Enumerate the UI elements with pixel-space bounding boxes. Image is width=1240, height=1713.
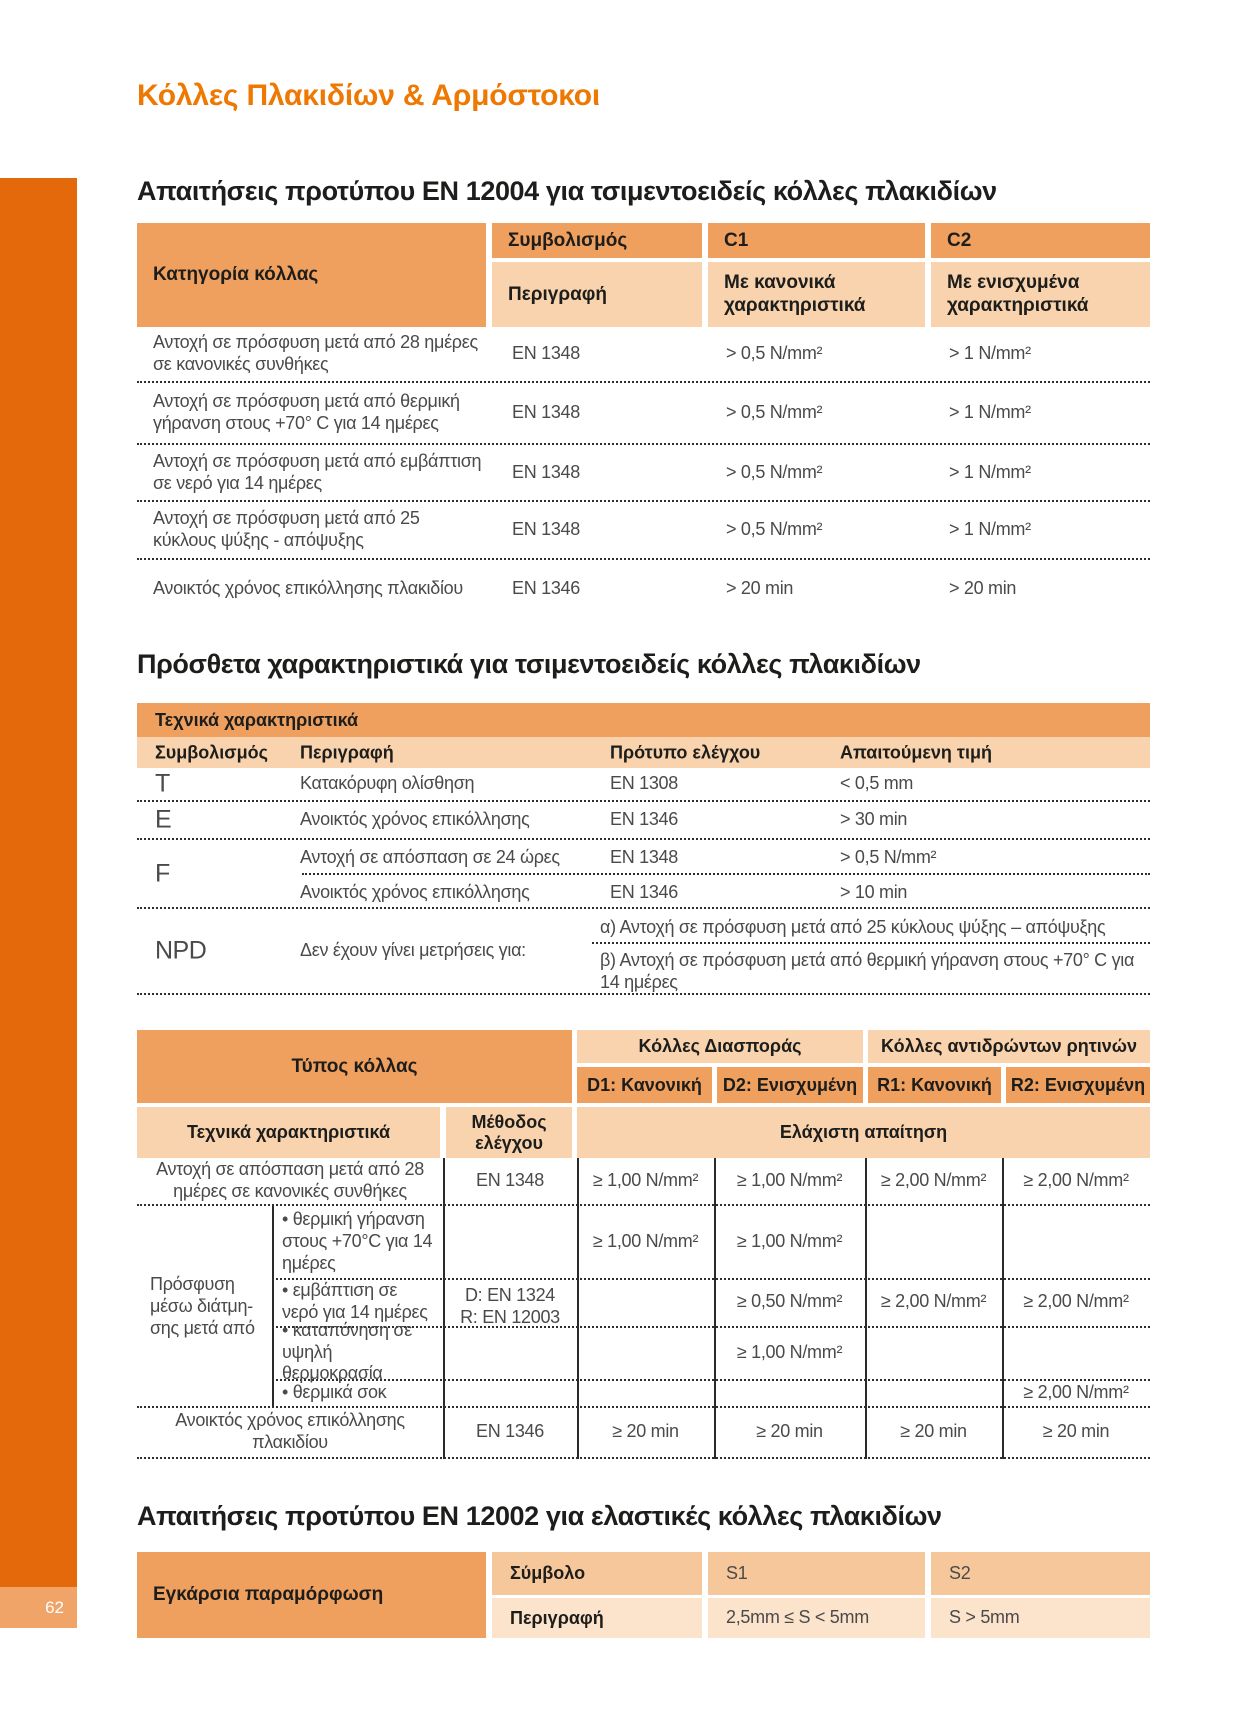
cell-category: Αντοχή σε πρόσφυση μετά από 25 κύκλους ψύξης - απόψυξης xyxy=(153,508,420,550)
cell-s1-code: S1 xyxy=(708,1552,925,1595)
cell-value: > 0,5 N/mm² xyxy=(840,847,937,867)
cell-value: < 0,5 mm xyxy=(840,773,914,794)
cell-d1-value: ≥ 20 min xyxy=(612,1420,679,1441)
en12002-table xyxy=(137,1552,1150,1638)
cell-npd-item-b: β) Αντοχή σε πρόσφυση μετά από θερμική γήρανση στους +70° C για 14 ημέρες xyxy=(600,950,1135,992)
cell-method: EN 1348 xyxy=(476,1170,544,1191)
cell-standard: EN 1348 xyxy=(512,461,580,482)
section1-title: Απαιτήσεις προτύπου EN 12004 για τσιμεντοειδείς κόλλες πλακιδίων xyxy=(137,176,997,206)
table-row xyxy=(137,802,1150,840)
table-title-band: Τεχνικά χαρακτηριστικά xyxy=(137,703,1150,737)
cell-characteristic: Αντοχή σε απόσπαση μετά από 28 ημέρες σε κανονικές συνθήκες xyxy=(156,1159,424,1201)
sub-row-divider xyxy=(592,942,1150,944)
column-header-standard: Πρότυπο ελέγχου xyxy=(610,742,761,762)
table-row xyxy=(137,327,1150,383)
column-header-description: Περιγραφή xyxy=(492,262,702,327)
section2-title: Πρόσθετα χαρακτηριστικά για τσιμεντοειδείς κόλλες πλακιδίων xyxy=(137,649,921,679)
cell-symbol: T xyxy=(155,769,170,798)
cell-r2-value: ≥ 2,00 N/mm² xyxy=(1023,1170,1129,1191)
cell-standard: EN 1346 xyxy=(512,577,580,598)
group-header-dispersion: Κόλλες Διασποράς xyxy=(577,1030,863,1063)
cell-transverse-deformation: Εγκάρσια παραμόρφωση xyxy=(137,1552,486,1638)
cell-standard: EN 1348 xyxy=(512,402,580,423)
cell-r1-value: ≥ 2,00 N/mm² xyxy=(880,1170,987,1191)
column-header-symbol: Συμβολισμός xyxy=(492,223,702,258)
cell-c1-value: > 0,5 N/mm² xyxy=(726,461,823,482)
cell-description: Ανοικτός χρόνος επικόλλησης xyxy=(300,809,530,830)
group-header-reaction-resin: Κόλλες αντιδρώντων ρητινών xyxy=(868,1030,1150,1063)
cell-method: EN 1346 xyxy=(476,1420,544,1441)
table-row-f xyxy=(137,840,1150,909)
cell-description: Κατακόρυφη ολίσθηση xyxy=(300,773,475,794)
column-header-d2: D2: Ενισχυμένη xyxy=(717,1067,863,1103)
cell-d2-value: ≥ 20 min xyxy=(756,1420,823,1441)
cell-category: Αντοχή σε πρόσφυση μετά από εμβάπτιση σε νερό για 14 ημέρες xyxy=(153,450,482,493)
cell-d2-value: ≥ 0,50 N/mm² xyxy=(736,1291,843,1312)
column-header-required-value: Απαιτούμενη τιμή xyxy=(840,742,992,762)
row-divider xyxy=(137,1457,1150,1459)
column-header-c2-desc: Με ενισχυμένα χαρακτηριστικά xyxy=(931,262,1150,327)
column-header-d1: D1: Κανονική xyxy=(577,1067,712,1103)
cell-sub-characteristic: • θερμική γήρανση στους +70°C για 14 ημέρες xyxy=(282,1209,433,1273)
column-header-band xyxy=(137,737,1150,768)
cell-standard: EN 1346 xyxy=(610,882,678,902)
cell-symbol: E xyxy=(155,805,172,834)
dispersion-reaction-table-body xyxy=(137,1158,1150,1459)
cell-r2-value: ≥ 2,00 N/mm² xyxy=(1023,1291,1129,1312)
sidebar-accent-bar xyxy=(0,178,77,1587)
cell-standard: EN 1348 xyxy=(512,343,580,364)
cell-r1-value: ≥ 2,00 N/mm² xyxy=(880,1291,987,1312)
cell-sub-characteristic: • εμβάπτιση σε νερό για 14 ημέρες xyxy=(282,1280,428,1322)
cell-d1-value: ≥ 1,00 N/mm² xyxy=(592,1170,699,1191)
cell-c2-value: > 20 min xyxy=(949,577,1017,598)
page-number-block xyxy=(0,1587,77,1628)
cell-d2-value: ≥ 1,00 N/mm² xyxy=(736,1231,843,1252)
cell-c1-value: > 20 min xyxy=(726,577,794,598)
column-header-r2: R2: Ενισχυμένη xyxy=(1006,1067,1150,1103)
cell-description: Ανοικτός χρόνος επικόλλησης xyxy=(300,882,530,902)
cell-symbol: NPD xyxy=(155,936,207,965)
table-row xyxy=(137,383,1150,445)
cell-sub-characteristic: • θερμικά σοκ xyxy=(282,1381,387,1402)
page-title: Κόλλες Πλακιδίων & Αρμόστοκοι xyxy=(137,79,601,112)
cell-s2-description: S > 5mm xyxy=(931,1598,1150,1638)
method-r: R: EN 12003 xyxy=(460,1307,560,1327)
cell-c2-value: > 1 N/mm² xyxy=(949,461,1031,482)
en12004-table-body xyxy=(137,327,1150,617)
cell-c2-value: > 1 N/mm² xyxy=(949,402,1031,423)
cell-value: > 10 min xyxy=(840,882,908,902)
column-header-c2: C2 xyxy=(931,223,1150,258)
cell-method-group xyxy=(443,1206,577,1408)
cell-standard: EN 1346 xyxy=(610,809,678,830)
column-header-c1-desc: Με κανονικά χαρακτηριστικά xyxy=(708,262,925,327)
grid-line xyxy=(272,1206,274,1408)
cell-description: Αντοχή σε απόσπαση σε 24 ώρες xyxy=(300,847,560,867)
cell-value: > 30 min xyxy=(840,809,908,830)
cell-r2-value: ≥ 20 min xyxy=(1042,1420,1110,1441)
table-row-npd xyxy=(137,909,1150,995)
cell-symbol: F xyxy=(155,859,170,887)
additional-characteristics-table xyxy=(137,703,1150,995)
en12004-table-header xyxy=(137,223,1150,327)
table-row xyxy=(137,502,1150,560)
cell-sub-characteristic: • καταπόνηση σε υψηλή θερμοκρασία xyxy=(282,1319,412,1384)
section3-title: Απαιτήσεις προτύπου EN 12002 για ελαστικές κόλλες πλακιδίων xyxy=(137,1501,942,1531)
cell-c1-value: > 0,5 N/mm² xyxy=(726,402,823,423)
column-header-c1: C1 xyxy=(708,223,925,258)
page-number: 62 xyxy=(45,1597,64,1617)
cell-r2-value: ≥ 2,00 N/mm² xyxy=(1023,1381,1129,1402)
dispersion-reaction-table-header xyxy=(137,1030,1150,1158)
table-row xyxy=(137,768,1150,802)
cell-group-label: Πρόσφυση μέσω διάτμη-σης μετά από xyxy=(150,1274,255,1338)
table-row xyxy=(137,560,1150,617)
cell-d1-value: ≥ 1,00 N/mm² xyxy=(592,1231,699,1252)
cell-description: Δεν έχουν γίνει μετρήσεις για: xyxy=(300,940,526,961)
cell-npd-item-a: α) Αντοχή σε πρόσφυση μετά από 25 κύκλους ψύξης – απόψυξης xyxy=(600,917,1106,937)
cell-description-label: Περιγραφή xyxy=(492,1598,702,1638)
cell-category: Αντοχή σε πρόσφυση μετά από 28 ημέρες σε κανονικές συνθήκες xyxy=(153,332,478,374)
column-header-r1: R1: Κανονική xyxy=(868,1067,1001,1103)
column-header-category: Κατηγορία κόλλας xyxy=(137,223,486,327)
cell-standard: EN 1348 xyxy=(610,847,678,867)
column-header-technical: Τεχνικά χαρακτηριστικά xyxy=(137,1107,440,1158)
column-header-min-requirement: Ελάχιστη απαίτηση xyxy=(577,1107,1150,1158)
cell-standard: EN 1308 xyxy=(610,773,678,794)
cell-standard: EN 1348 xyxy=(512,519,580,540)
column-header-symbol: Συμβολισμός xyxy=(155,742,268,762)
cell-r1-value: ≥ 20 min xyxy=(900,1420,967,1441)
column-header-glue-type: Τύπος κόλλας xyxy=(137,1030,572,1103)
method-d: D: EN 1324 xyxy=(464,1285,556,1306)
cell-c2-value: > 1 N/mm² xyxy=(949,343,1031,364)
cell-c1-value: > 0,5 N/mm² xyxy=(726,343,823,364)
sub-row-divider xyxy=(302,873,1150,875)
cell-symbol-label: Σύμβολο xyxy=(492,1552,702,1595)
column-header-test-method: Μέθοδος ελέγχου xyxy=(446,1107,572,1158)
cell-category: Αντοχή σε πρόσφυση μετά από θερμική γήρανση στους +70° C για 14 ημέρες xyxy=(153,391,460,433)
column-header-description: Περιγραφή xyxy=(300,742,394,762)
cell-s1-description: 2,5mm ≤ S < 5mm xyxy=(708,1598,925,1638)
cell-characteristic: Ανοικτός χρόνος επικόλλησης πλακιδίου xyxy=(175,1409,405,1452)
cell-category: Ανοικτός χρόνος επικόλλησης πλακιδίου xyxy=(153,577,463,598)
cell-s2-code: S2 xyxy=(931,1552,1150,1595)
cell-d2-value: ≥ 1,00 N/mm² xyxy=(736,1341,843,1362)
cell-d2-value: ≥ 1,00 N/mm² xyxy=(736,1170,843,1191)
cell-c2-value: > 1 N/mm² xyxy=(949,519,1031,540)
cell-c1-value: > 0,5 N/mm² xyxy=(726,519,823,540)
table-row xyxy=(137,445,1150,502)
